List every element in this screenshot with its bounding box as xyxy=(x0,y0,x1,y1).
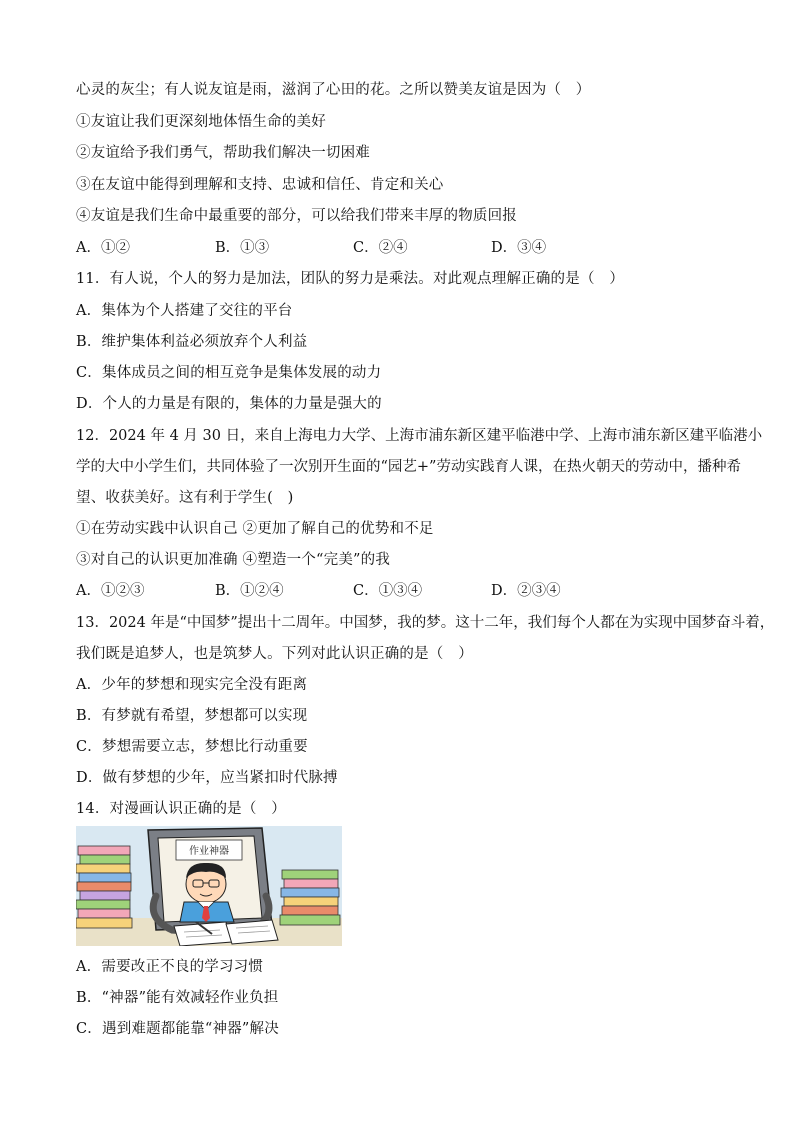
q10-option-a[interactable]: A．①② xyxy=(76,240,130,256)
q11-option-d[interactable]: D．个人的力量是有限的，集体的力量是强大的 xyxy=(76,396,382,412)
q12-option-b[interactable]: B．①②④ xyxy=(215,583,284,599)
q14-option-b[interactable]: B．“神器”能有效减轻作业负担 xyxy=(76,990,279,1006)
q13-stem-line-1: 13．2024 年是“中国梦”提出十二周年。中国梦，我的梦。这十二年，我们每个人都在为实现中国梦奋斗着， xyxy=(76,615,775,631)
q10-item-4: ④友谊是我们生命中最重要的部分，可以给我们带来丰厚的物质回报 xyxy=(76,208,517,224)
q12-option-d[interactable]: D．②③④ xyxy=(491,583,561,599)
q13-option-c[interactable]: C．梦想需要立志，梦想比行动重要 xyxy=(76,739,308,755)
q10-option-c[interactable]: C．②④ xyxy=(353,240,408,256)
cartoon-sign-text: 作业神器 xyxy=(189,846,229,857)
q13-option-d[interactable]: D．做有梦想的少年，应当紧扣时代脉搏 xyxy=(76,770,338,786)
q10-item-2: ②友谊给予我们勇气，帮助我们解决一切困难 xyxy=(76,145,370,161)
q12-items-line-1: ①在劳动实践中认识自己 ②更加了解自己的优势和不足 xyxy=(76,521,434,537)
q14-stem: 14．对漫画认识正确的是（ ） xyxy=(76,801,286,817)
q10-item-3: ③在友谊中能得到理解和支持、忠诚和信任、肯定和关心 xyxy=(76,177,444,193)
homework-cartoon-image xyxy=(76,826,342,946)
q11-option-c[interactable]: C．集体成员之间的相互竞争是集体发展的动力 xyxy=(76,365,382,381)
q10-option-b[interactable]: B．①③ xyxy=(215,240,270,256)
q11-option-b[interactable]: B．维护集体利益必须放弃个人利益 xyxy=(76,334,308,350)
q13-option-a[interactable]: A．少年的梦想和现实完全没有距离 xyxy=(76,677,308,693)
q10-stem-tail: 心灵的灰尘；有人说友谊是雨，滋润了心田的花。之所以赞美友谊是因为（ ） xyxy=(76,82,591,98)
book-stack-right xyxy=(280,870,340,925)
q10-option-d[interactable]: D．③④ xyxy=(491,240,547,256)
q10-item-1: ①友谊让我们更深刻地体悟生命的美好 xyxy=(76,114,326,130)
q12-stem-line-2: 学的大中小学生们，共同体验了一次别开生面的“园艺+”劳动实践育人课，在热火朝天的劳动中，播种希 xyxy=(76,459,741,475)
q11-stem: 11．有人说，个人的努力是加法，团队的努力是乘法。对此观点理解正确的是（ ） xyxy=(76,271,625,287)
q14-option-c[interactable]: C．遇到难题都能靠“神器”解决 xyxy=(76,1021,279,1037)
book-stack-left xyxy=(76,846,132,928)
q12-option-c[interactable]: C．①③④ xyxy=(353,583,423,599)
q12-option-a[interactable]: A．①②③ xyxy=(76,583,145,599)
q13-option-b[interactable]: B．有梦就有希望，梦想都可以实现 xyxy=(76,708,308,724)
q12-items-line-2: ③对自己的认识更加准确 ④塑造一个“完美”的我 xyxy=(76,552,391,568)
q12-stem-line-3: 望、收获美好。这有利于学生( ) xyxy=(76,490,294,506)
q13-stem-line-2: 我们既是追梦人，也是筑梦人。下列对此认识正确的是（ ） xyxy=(76,646,473,662)
q12-stem-line-1: 12．2024 年 4 月 30 日，来自上海电力大学、上海市浦东新区建平临港中学、上海市浦东新区建平临港小 xyxy=(76,428,763,444)
q14-option-a[interactable]: A．需要改正不良的学习习惯 xyxy=(76,959,264,975)
q11-option-a[interactable]: A．集体为个人搭建了交往的平台 xyxy=(76,303,293,319)
